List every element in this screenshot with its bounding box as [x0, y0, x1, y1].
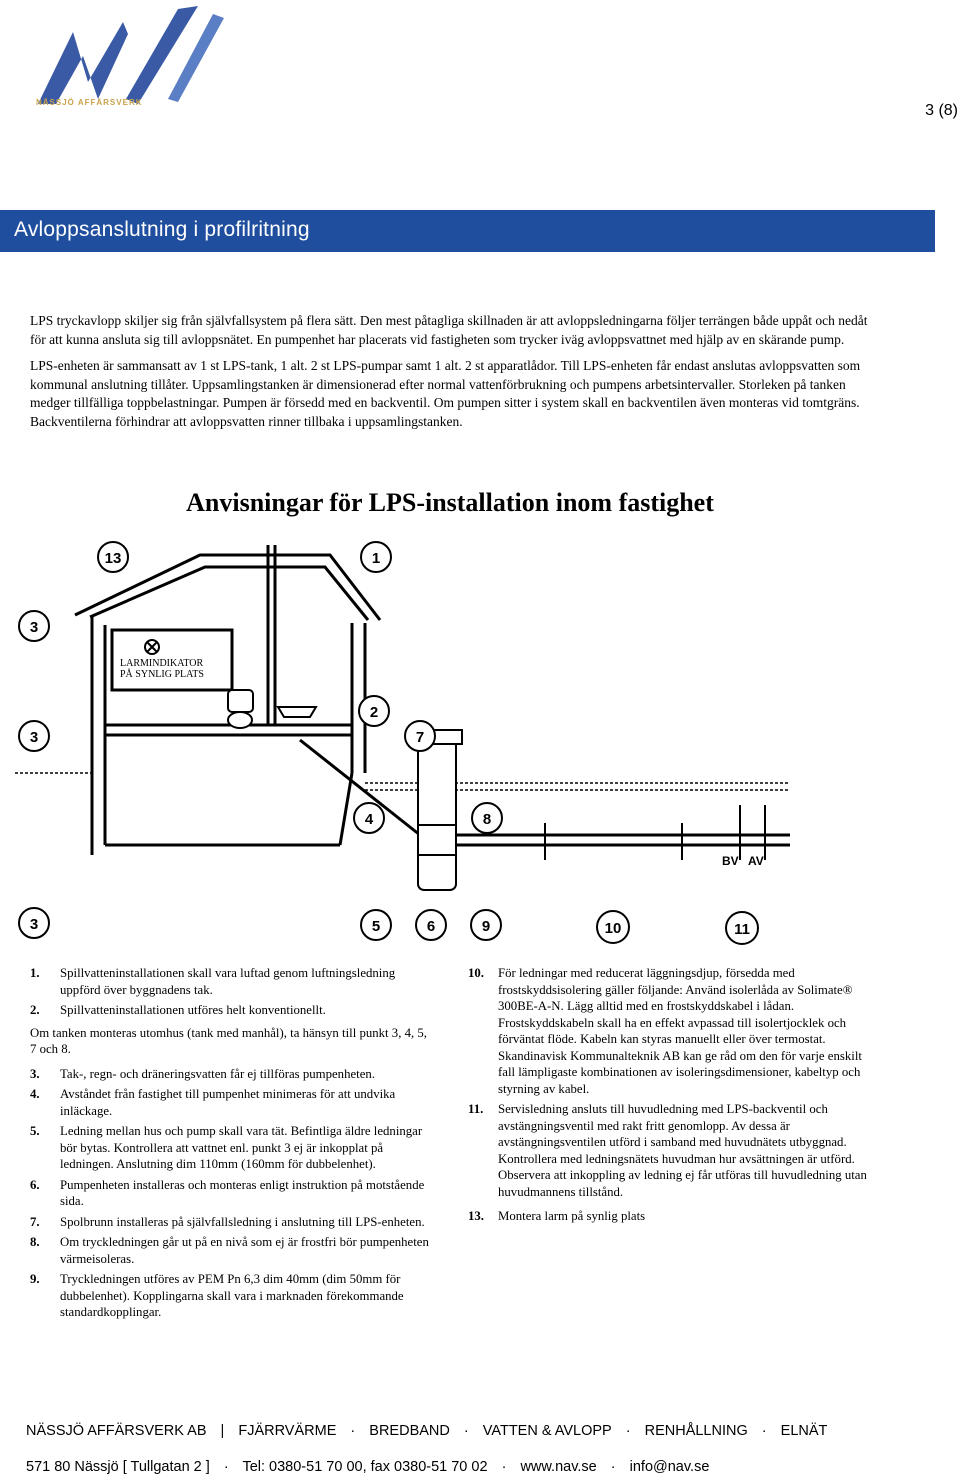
svg-text:9: 9 — [481, 918, 491, 935]
section-title: Avloppsanslutning i profilritning — [14, 218, 310, 241]
svg-text:7: 7 — [415, 729, 425, 746]
svg-text:8: 8 — [482, 811, 492, 828]
footer-item-fjarrvarme: FJÄRRVÄRME — [238, 1423, 337, 1439]
section-banner — [0, 210, 935, 252]
marker-4 — [354, 803, 384, 833]
marker-9 — [471, 910, 501, 940]
footer-services — [26, 1423, 837, 1439]
footer-dot: · — [463, 1423, 469, 1439]
marker-5 — [361, 910, 391, 940]
notes-right — [468, 965, 868, 1229]
footer-phone: Tel: 0380-51 70 00, fax 0380-51 70 02 — [242, 1459, 488, 1475]
footer-dot: · — [501, 1459, 507, 1475]
marker-1 — [361, 542, 391, 572]
footer-web-link[interactable]: www.nav.se — [520, 1459, 597, 1475]
note-5: 5. Ledning mellan hus och pump skall vara tät. Befintliga äldre ledningar bör bytas. Kontrollera att vattnet enl. punkt 3 ej är inkopplat på ledningen. Anslutning dim 110mm (160mm för dubbelenhet). — [30, 1124, 423, 1171]
marker-2 — [359, 696, 389, 726]
note-1: 1. Spillvatteninstallationen skall vara luftad genom luftningsledning uppförd över byggnadens tak. — [30, 966, 396, 997]
footer-dot: · — [223, 1459, 229, 1475]
intro-paragraph-1: LPS tryckavlopp skiljer sig från självfallsystem på flera sätt. Den mest påtagliga skillnaden är att avloppsledningarna följer terrängen både uppåt och nedåt för att kunna ansluta sig till avloppsnätet. En pumpenhet har placerats vid fastigheten som trycker iväg avloppsvattnet med hjälp av en skärande pump. — [30, 313, 868, 347]
svg-text:4: 4 — [364, 811, 374, 828]
footer-dot: · — [350, 1423, 356, 1439]
footer-company: NÄSSJÖ AFFÄRSVERK AB — [26, 1423, 207, 1439]
footer-dot: · — [610, 1459, 616, 1475]
company-logo — [28, 4, 228, 112]
bv-label: BV — [722, 854, 739, 868]
note-outdoor-tank: Om tanken monteras utomhus (tank med manhål), ta hänsyn till punkt 3, 4, 5, 7 och 8. — [30, 1025, 427, 1056]
svg-text:11: 11 — [734, 921, 750, 938]
diagram-title: Anvisningar för LPS-installation inom fastighet — [186, 488, 714, 517]
footer-item-elnat: ELNÄT — [780, 1423, 828, 1439]
svg-text:3: 3 — [29, 916, 39, 933]
installation-diagram — [0, 525, 960, 965]
footer-item-vatten: VATTEN & AVLOPP — [482, 1423, 612, 1439]
note-11: 11. Servisledning ansluts till huvudledning med LPS-backventil och avstängningsventil med rakt fritt genomlopp. Av dessa är avstängningsventilen utförd i samband med huvudnätets utbyggnad. Kontrollera med ledningsnätets huvudman hur avsättningen är utförd. Observera att inkoppling av ledning ej får utföras till huvudledning utan huvudmannens tillstånd. — [468, 1102, 867, 1199]
note-8: 8. Om tryckledningen går ut på en nivå som ej är frostfri bör pumpenheten värmeisoleras. — [30, 1235, 429, 1266]
svg-text:6: 6 — [426, 918, 436, 935]
av-label: AV — [748, 854, 764, 868]
footer-separator: | — [220, 1423, 225, 1439]
footer-item-bredband: BREDBAND — [369, 1423, 450, 1439]
intro-paragraph-2: LPS-enheten är sammansatt av 1 st LPS-tank, 1 alt. 2 st LPS-pumpar samt 1 alt. 2 st apparatlådor. Till LPS-enheten får endast anslutas avloppsvatten som kommunal anslutning tillåter. Uppsamlingstanken är dimensionerad efter normal vattenförbrukning och pumpens arbetsintervaller. Storleken på tanken medger tillfälliga toppbelastningar. Pumpen är försedd med en backventil. Om pumpen sitter i system skall en backventilen även monteras vid tomtgräns. Backventilerna förhindrar att avloppsvatten rinner tillbaka i uppsamlingstanken. — [30, 358, 861, 429]
footer-email-link[interactable]: info@nav.se — [629, 1459, 710, 1475]
note-9: 9. Tryckledningen utföres av PEM Pn 6,3 dim 40mm (dim 50mm för dubbelenhet). Kopplingarna skall vara i marknaden förekommande standardkopplingar. — [30, 1272, 404, 1319]
note-6: 6. Pumpenheten installeras och monteras enligt instruktion på motstående sida. — [30, 1177, 425, 1208]
page-number: 3 (8) — [925, 102, 958, 119]
svg-text:2: 2 — [369, 704, 379, 721]
svg-text:1: 1 — [371, 550, 381, 567]
note-3: 3. Tak-, regn- och dräneringsvatten får ej tillföras pumpenheten. — [30, 1066, 375, 1081]
alarm-label-2: PÅ SYNLIG PLATS — [120, 669, 204, 680]
marker-3-wall — [19, 721, 49, 751]
marker-13 — [98, 542, 128, 572]
marker-7 — [405, 721, 435, 751]
note-7: 7. Spolbrunn installeras på självfallsledning i anslutning till LPS-enheten. — [30, 1214, 425, 1229]
note-13: 13. Montera larm på synlig plats — [468, 1209, 646, 1223]
marker-11 — [726, 912, 758, 944]
marker-6 — [416, 910, 446, 940]
note-2: 2. Spillvatteninstallationen utföres helt konventionellt. — [30, 1003, 326, 1017]
intro-text — [30, 312, 880, 439]
footer-dot: · — [761, 1423, 767, 1439]
footer-contact — [26, 1459, 719, 1475]
note-10: 10. För ledningar med reducerat läggningsdjup, försedda med frostskyddsisolering gäller följande: Använd isolerlåda av Solimate® 300BE-A-N. Lägg alltid med en frostskyddskabel i lådan. Frostskyddskabeln skall ha en effekt avpassad till isolertjocklek och förväntat flöde. Kabeln kan styras manuellt eller över termostat. Skandinavisk Kommunalteknik AB kan ge råd om den för varje enskilt fall lämpligaste kombinationen av isoleringsdimensioner, kabeltyp och styrning av kabel. — [468, 966, 862, 1096]
svg-text:10: 10 — [604, 920, 622, 937]
logo-text: NÄSSJÖ AFFÄRSVERK — [36, 98, 143, 107]
footer-item-renhallning: RENHÅLLNING — [644, 1423, 748, 1439]
marker-3-foundation — [19, 908, 49, 938]
svg-text:3: 3 — [29, 729, 39, 746]
marker-8 — [472, 803, 502, 833]
svg-text:3: 3 — [29, 619, 39, 636]
footer-address: 571 80 Nässjö [ Tullgatan 2 ] — [26, 1459, 210, 1475]
svg-text:13: 13 — [104, 550, 122, 567]
footer-dot: · — [625, 1423, 631, 1439]
alarm-label-1: LARMINDIKATOR — [120, 658, 204, 669]
marker-3-roof — [19, 611, 49, 641]
svg-text:5: 5 — [371, 918, 381, 935]
notes-left — [30, 965, 430, 1325]
note-4: 4. Avståndet från fastighet till pumpenhet minimeras för att undvika inläckage. — [30, 1087, 396, 1118]
marker-10 — [597, 911, 629, 943]
